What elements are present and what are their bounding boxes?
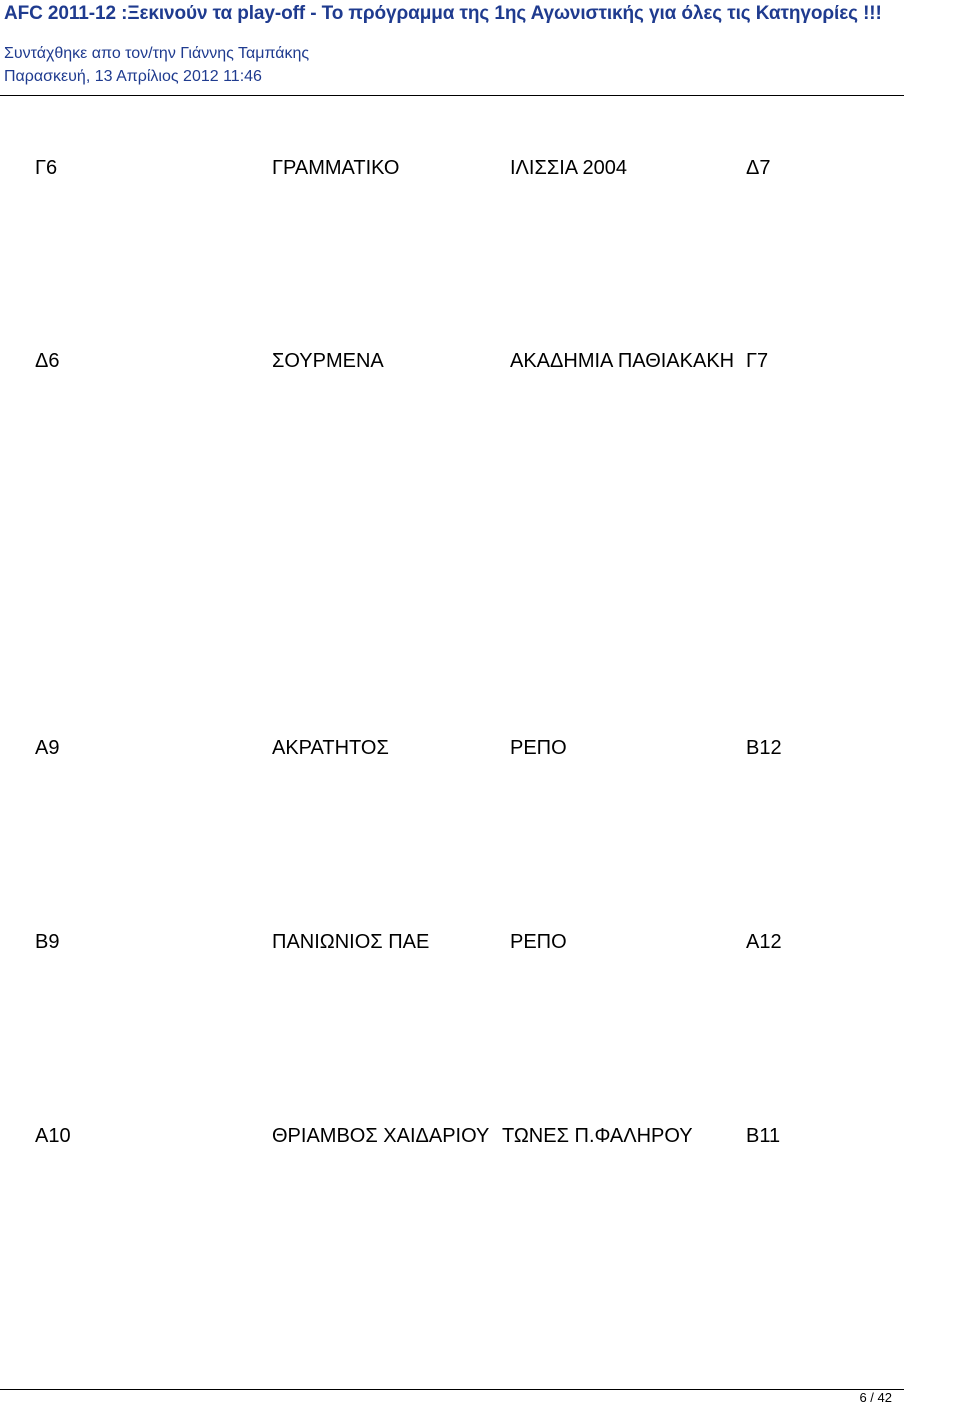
away-code: Α12 [746, 931, 782, 953]
fixture-row [0, 733, 960, 763]
home-code: Γ6 [35, 157, 58, 179]
fixture-row [0, 1121, 960, 1151]
away-team: ΤΩΝΕΣ Π.ΦΑΛΗΡΟΥ [502, 1125, 693, 1147]
home-team: ΑΚΡΑΤΗΤΟΣ [272, 737, 389, 759]
fixture-row [0, 927, 960, 957]
article-date: Παρασκευή, 13 Απρίλιος 2012 11:46 [4, 68, 262, 85]
home-team: ΣΟΥΡΜΕΝΑ [272, 350, 384, 372]
article-author: Συντάχθηκε απο τον/την Γιάννης Ταμπάκης [4, 45, 310, 62]
home-code: Α10 [35, 1125, 71, 1147]
away-code: Γ7 [746, 350, 769, 372]
home-team: ΘΡΙΑΜΒΟΣ ΧΑΙΔΑΡΙΟΥ [272, 1125, 490, 1147]
away-code: Β12 [746, 737, 782, 759]
fixture-row [0, 346, 960, 376]
away-team: ΙΛΙΣΣΙΑ 2004 [510, 157, 628, 179]
away-team: ΡΕΠΟ [510, 931, 567, 953]
home-team: ΓΡΑΜΜΑΤΙΚΟ [272, 157, 400, 179]
away-team: ΡΕΠΟ [510, 737, 567, 759]
document-header [0, 0, 904, 96]
away-code: Δ7 [746, 157, 771, 179]
home-team: ΠΑΝΙΩΝΙΟΣ ΠΑΕ [272, 931, 430, 953]
home-code: Δ6 [35, 350, 60, 372]
away-code: Β11 [746, 1125, 781, 1147]
home-code: Β9 [35, 931, 60, 953]
page-number: 6 / 42 [859, 1390, 892, 1405]
document-footer [0, 1389, 904, 1407]
home-code: Α9 [35, 737, 60, 759]
article-title: AFC 2011-12 :Ξεκινούν τα play-off - Το πρόγραμμα της 1ης Αγωνιστικής για όλες τις Κατηγορίες !!! [4, 3, 882, 24]
away-team: ΑΚΑΔΗΜΙΑ ΠΑΘΙΑΚΑΚΗ [510, 350, 735, 372]
fixture-row [0, 153, 960, 183]
